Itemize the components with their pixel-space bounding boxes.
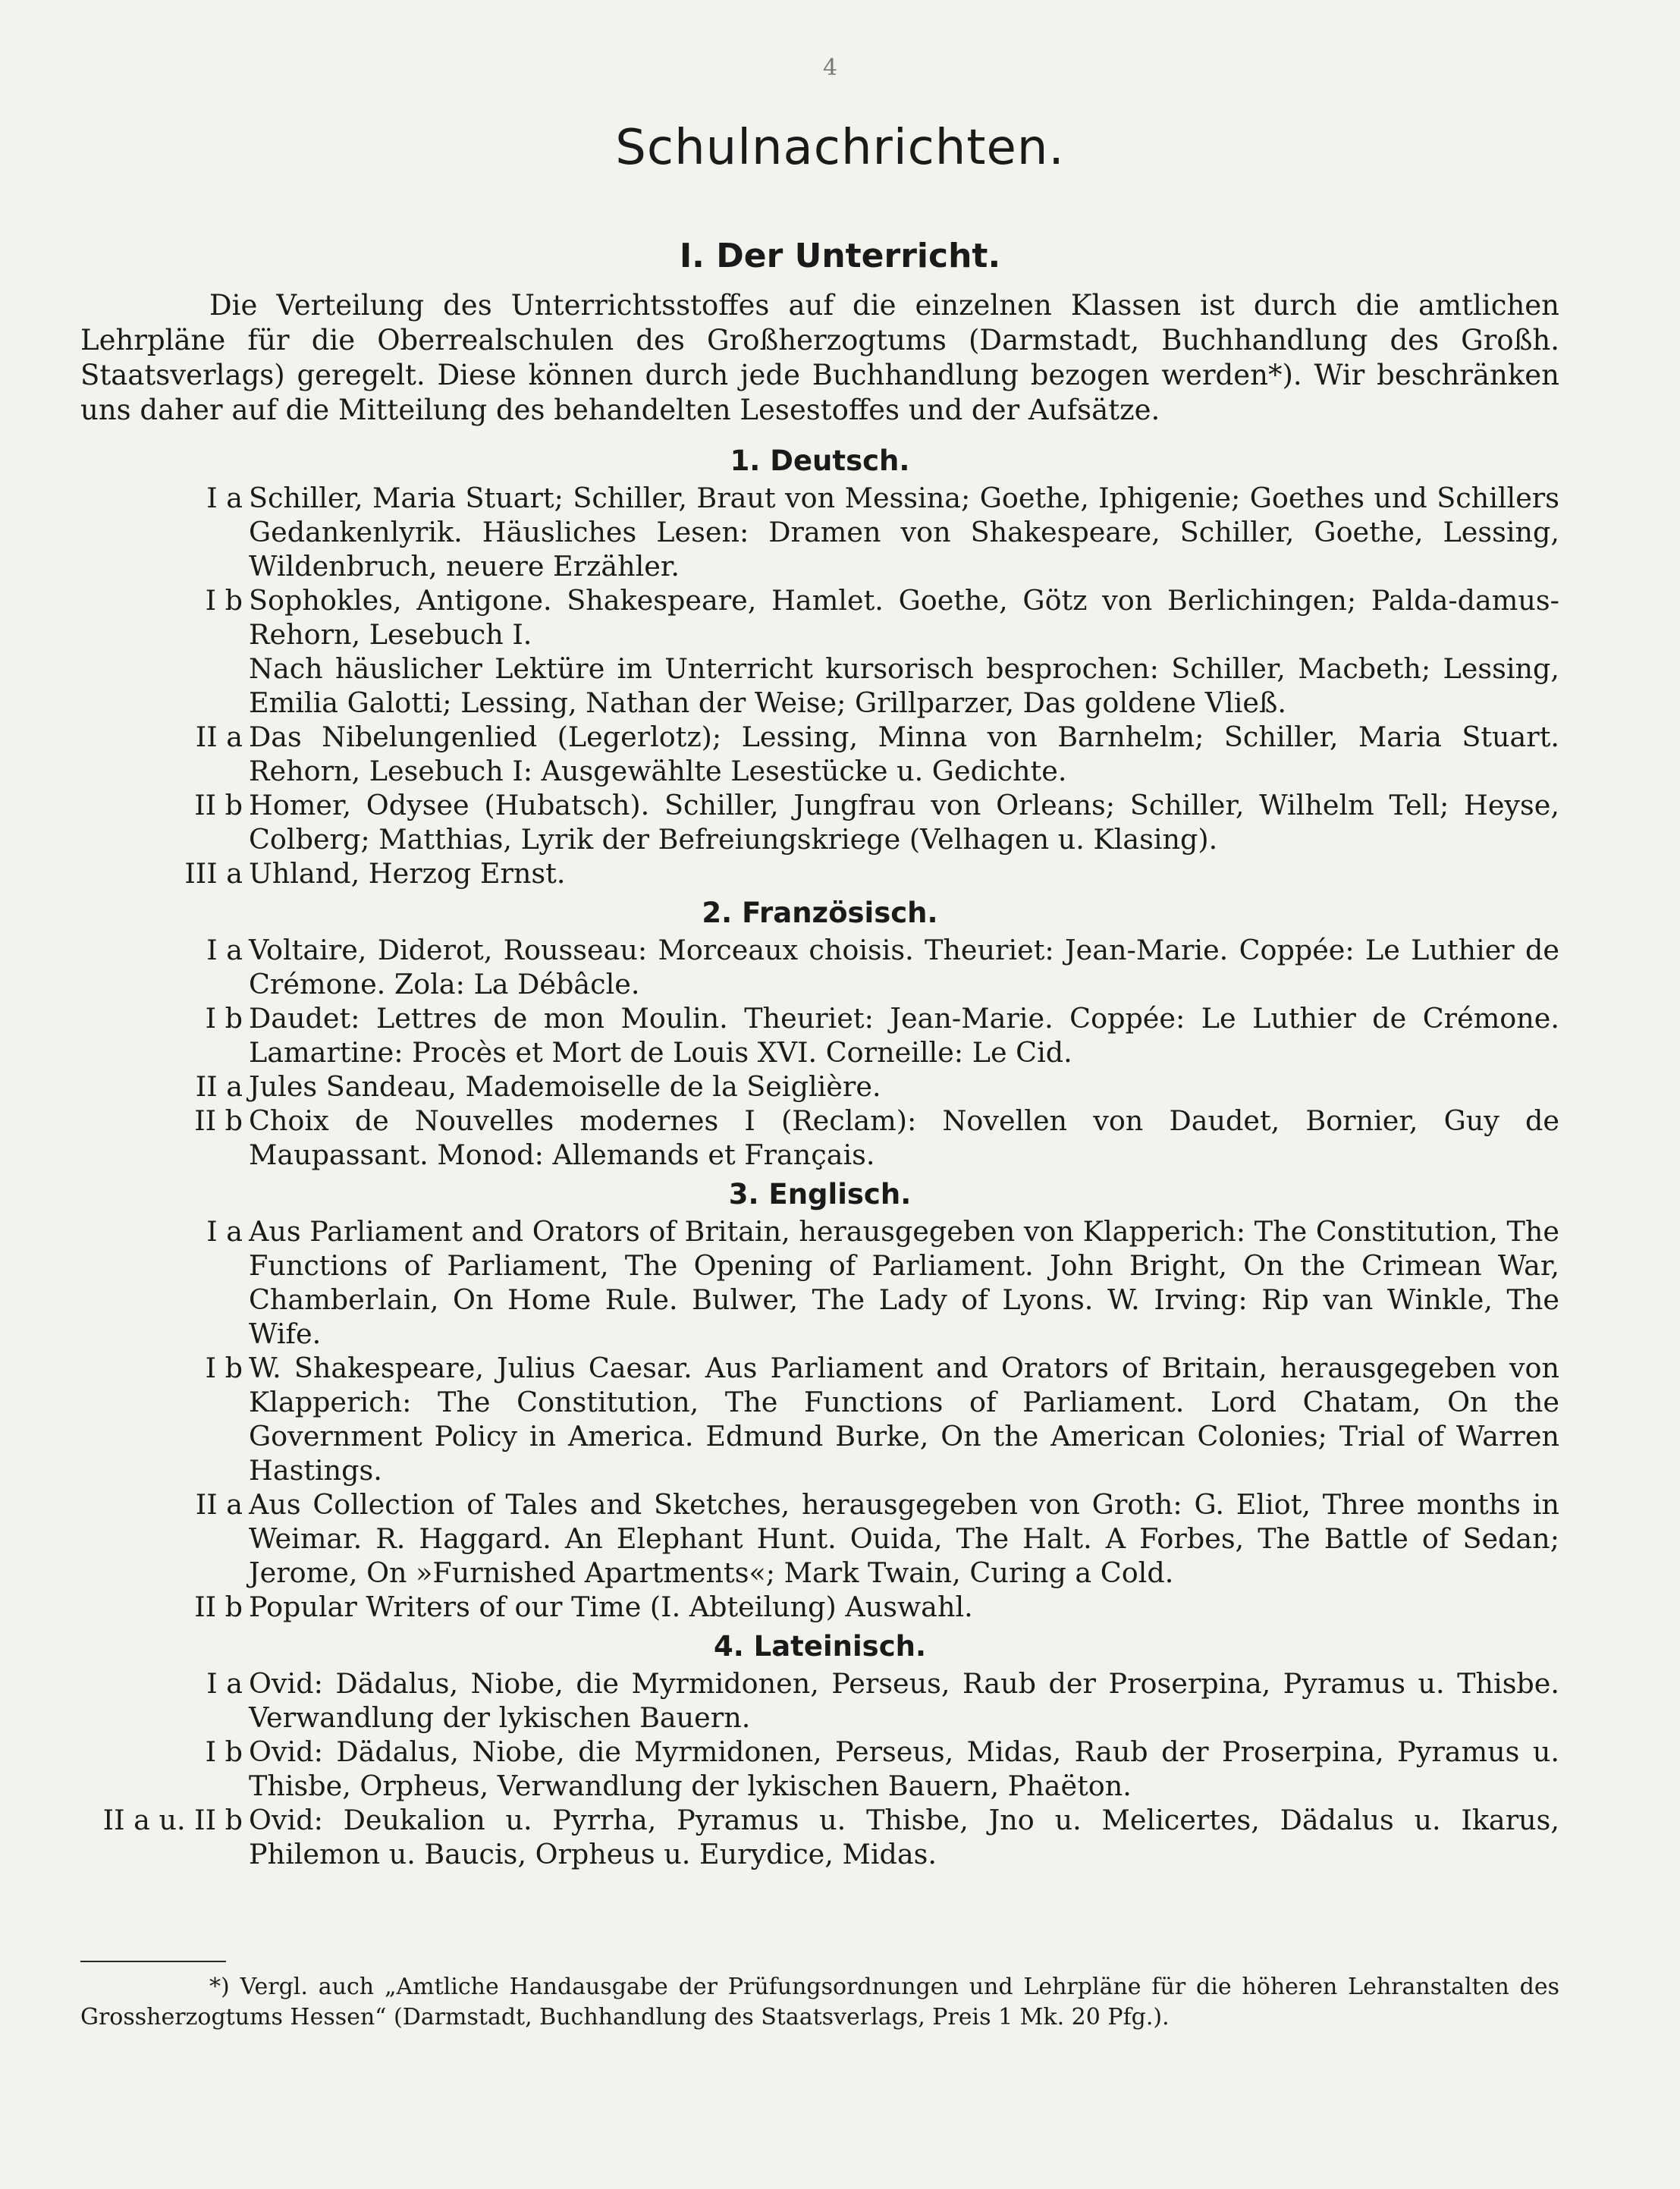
reading-entry (80, 1590, 1559, 1624)
reading-entry (80, 1214, 1559, 1351)
subject-heading: 1. Deutsch. (730, 444, 910, 477)
section-heading: I. Der Unterricht. (679, 237, 1001, 275)
entry-text: Aus Collection of Tales and Sketches, herausgegeben von Groth: G. Eliot, Three months in Weimar. R. Haggard. An Elephant Hunt. Ouida, The Halt. A Forbes, The Battle of Sedan; Jerome, On »Furnished Apartments«; Mark Twain, Curing a Cold. (249, 1488, 1559, 1589)
class-label: I b (205, 584, 243, 617)
reading-entry (80, 1487, 1559, 1590)
footnote-divider (80, 1961, 226, 1962)
class-label: II b (194, 1104, 243, 1137)
entry-text: Popular Writers of our Time (I. Abteilung) Auswahl. (249, 1591, 973, 1623)
class-label: I a (206, 1215, 243, 1248)
class-label: I b (205, 1002, 243, 1035)
subject-section (80, 441, 1559, 890)
entry-text: Ovid: Dädalus, Niobe, die Myrmidonen, Perseus, Midas, Raub der Proserpina, Pyramus u. Thisbe, Orpheus, Verwandlung der lykischen Bauern, Phaëton. (249, 1735, 1559, 1802)
subject-section (80, 1627, 1559, 1871)
entry-text: Ovid: Dädalus, Niobe, die Myrmidonen, Perseus, Raub der Proserpina, Pyramus u. Thisbe. Verwandlung der lykischen Bauern. (249, 1667, 1559, 1734)
intro-paragraph: Die Verteilung des Unterrichtsstoffes auf die einzelnen Klassen ist durch die amtlichen Lehrpläne für die Oberrealschulen des Großherzogtums (Darmstadt, Buchhandlung des Großh. Staatsverlags) geregelt. Diese können durch jede Buchhandlung bezogen werden*). Wir beschränken uns daher auf die Mitteilung des behandelten Lesestoffes und der Aufsätze. (80, 289, 1559, 426)
subject-heading: 4. Lateinisch. (713, 1630, 927, 1663)
reading-entry (80, 720, 1559, 788)
class-label: I a (206, 1667, 243, 1700)
class-label: II a (195, 1070, 243, 1103)
class-label: II b (194, 1591, 243, 1623)
class-label: I b (205, 1735, 243, 1768)
class-label: III a (184, 857, 243, 890)
footnote: *) Vergl. auch „Amtliche Handausgabe der Prüfungsordnungen und Lehrpläne für die höheren Lehranstalten des Grossherzogtums Hessen“ (Darmstadt, Buchhandlung des Staatsverlags, Preis 1 Mk. 20 Pfg.). (80, 1974, 1559, 2030)
entry-text: Schiller, Maria Stuart; Schiller, Braut von Messina; Goethe, Iphigenie; Goethes und Schillers Gedankenlyrik. Häusliches Lesen: Dramen von Shakespeare, Schiller, Goethe, Lessing, Wildenbruch, neuere Erzähler. (249, 482, 1559, 583)
entry-text: Choix de Nouvelles modernes I (Reclam): Novellen von Daudet, Bornier, Guy de Maupassant. Monod: Allemands et Français. (249, 1104, 1559, 1171)
subject-heading: 3. Englisch. (728, 1178, 912, 1211)
reading-entry (80, 1351, 1559, 1487)
class-label: I b (205, 1352, 243, 1384)
reading-entry (80, 1666, 1559, 1735)
reading-entry (80, 856, 1559, 890)
entry-text: Nach häuslicher Lektüre im Unterricht kursorisch besprochen: Schiller, Macbeth; Lessing, Emilia Galotti; Lessing, Nathan der Weise; Grillparzer, Das goldene Vließ. (249, 652, 1559, 719)
class-label: II b (194, 789, 243, 821)
entry-text: W. Shakespeare, Julius Caesar. Aus Parliament and Orators of Britain, herausgegeben von Klapperich: The Constitution, The Functions of Parliament. Lord Chatam, On the Government Policy in America. Edmund Burke, On the American Colonies; Trial of Warren Hastings. (249, 1352, 1559, 1487)
subjects-list (80, 438, 1559, 1871)
entry-text: Sophokles, Antigone. Shakespeare, Hamlet. Goethe, Götz von Berlichingen; Palda-damus-Rehorn, Lesebuch I. (249, 584, 1559, 651)
class-label: II a u. II b (102, 1804, 243, 1836)
reading-entry (80, 1735, 1559, 1803)
class-label (80, 652, 249, 720)
subject-section (80, 894, 1559, 1172)
subject-section (80, 1175, 1559, 1624)
entry-text: Uhland, Herzog Ernst. (249, 857, 566, 890)
reading-entry (80, 1001, 1559, 1069)
entry-text: Voltaire, Diderot, Rousseau: Morceaux choisis. Theuriet: Jean-Marie. Coppée: Le Luthier de Crémone. Zola: La Débâcle. (249, 934, 1559, 1000)
class-label: I a (206, 482, 243, 514)
reading-entry (80, 1069, 1559, 1104)
entry-text: Homer, Odysee (Hubatsch). Schiller, Jungfrau von Orleans; Schiller, Wilhelm Tell; Heyse, Colberg; Matthias, Lyrik der Befreiungskriege (Velhagen u. Klasing). (249, 789, 1559, 856)
entry-text: Ovid: Deukalion u. Pyrrha, Pyramus u. Thisbe, Jno u. Melicertes, Dädalus u. Ikarus, Philemon u. Baucis, Orpheus u. Eurydice, Midas. (249, 1804, 1559, 1870)
entry-text: Daudet: Lettres de mon Moulin. Theuriet: Jean-Marie. Coppée: Le Luthier de Crémone. Lamartine: Procès et Mort de Louis XVI. Corneille: Le Cid. (249, 1002, 1559, 1069)
page-title: Schulnachrichten. (615, 120, 1065, 176)
entry-text: Jules Sandeau, Mademoiselle de la Seiglière. (249, 1070, 881, 1103)
class-label: II a (195, 1488, 243, 1521)
entry-text: Aus Parliament and Orators of Britain, herausgegeben von Klapperich: The Constitution, The Functions of Parliament, The Opening of Parliament. John Bright, On the Crimean War, Chamberlain, On Home Rule. Bulwer, The Lady of Lyons. W. Irving: Rip van Winkle, The Wife. (249, 1215, 1559, 1350)
class-label: I a (206, 934, 243, 966)
entry-text: Das Nibelungenlied (Legerlotz); Lessing, Minna von Barnhelm; Schiller, Maria Stuart. Rehorn, Lesebuch I: Ausgewählte Lesestücke u. Gedichte. (249, 721, 1559, 787)
reading-entry (80, 481, 1559, 583)
reading-entry (80, 583, 1559, 652)
subject-heading: 2. Französisch. (702, 897, 938, 929)
reading-entry (80, 1803, 1559, 1871)
reading-entry (80, 788, 1559, 856)
reading-entry (80, 933, 1559, 1001)
reading-entry (80, 652, 1559, 720)
class-label: II a (195, 721, 243, 753)
page-number: 4 (823, 55, 838, 81)
reading-entry (80, 1104, 1559, 1172)
